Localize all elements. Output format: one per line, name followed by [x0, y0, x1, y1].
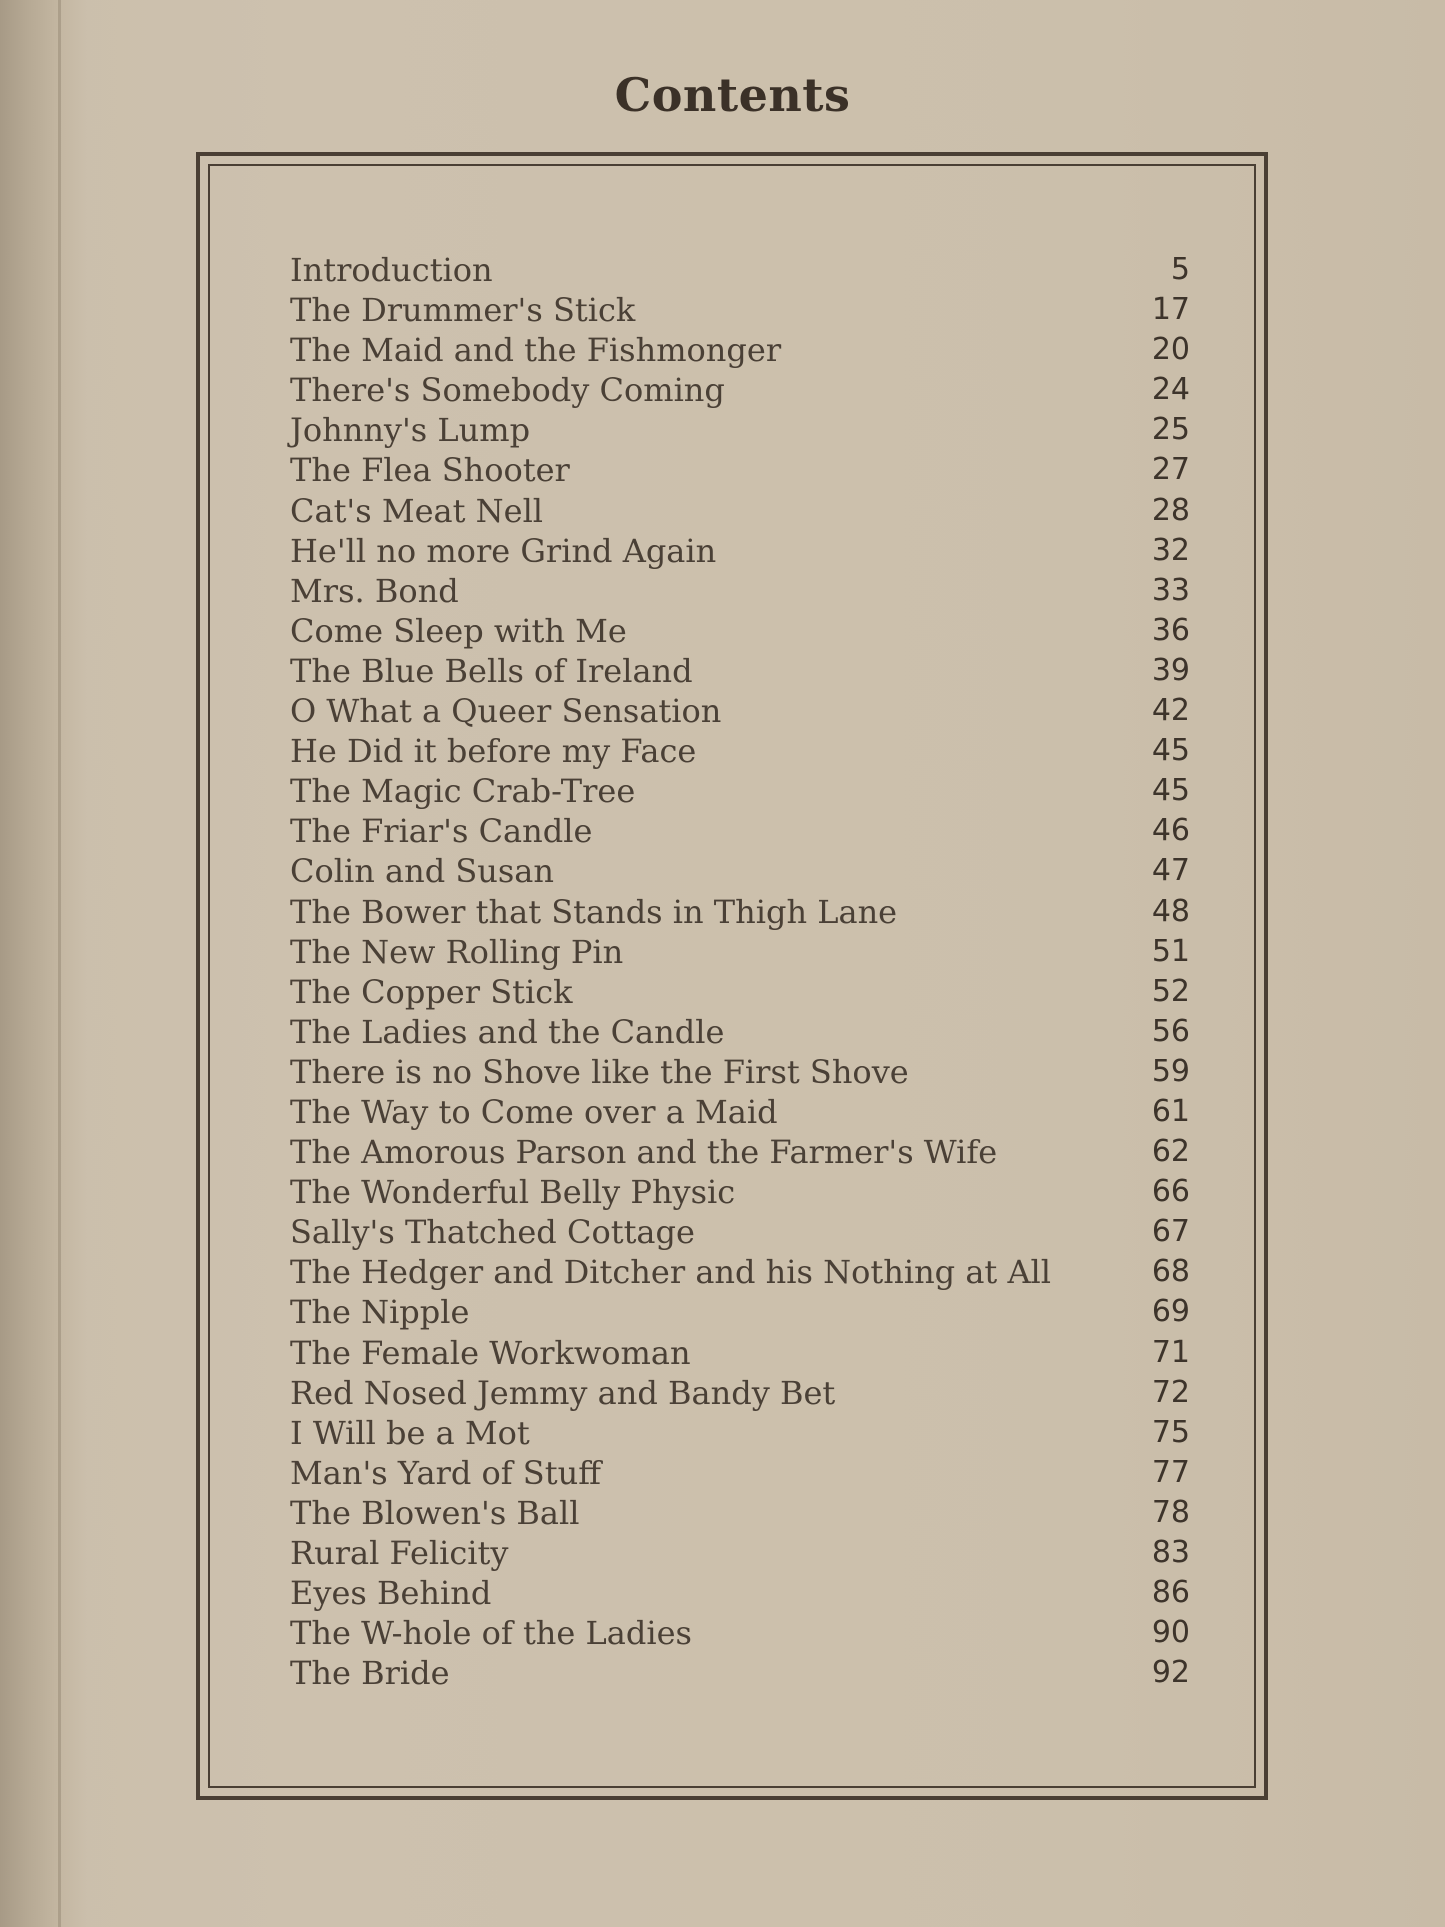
toc-entry-title: Eyes Behind	[290, 1574, 492, 1613]
toc-entry-title: Cat's Meat Nell	[290, 491, 544, 530]
page-gutter-shadow	[0, 0, 88, 1927]
toc-entry-page-number: 51	[1151, 933, 1190, 969]
toc-entry-title: Come Sleep with Me	[290, 611, 627, 650]
toc-entry-title: The Maid and the Fishmonger	[290, 331, 782, 370]
toc-entry-page-number: 66	[1151, 1174, 1190, 1210]
toc-entry-title: The Blowen's Ball	[290, 1493, 580, 1532]
toc-entry	[290, 1252, 1190, 1292]
toc-entry-title: He Did it before my Face	[290, 732, 697, 771]
toc-entry	[290, 450, 1190, 490]
toc-entry-title: There's Somebody Coming	[290, 371, 725, 410]
toc-entry	[290, 250, 1190, 290]
toc-entry-page-number: 56	[1151, 1013, 1190, 1049]
toc-entry	[290, 1493, 1190, 1533]
toc-entry-page-number: 75	[1151, 1414, 1190, 1450]
toc-entry	[290, 1292, 1190, 1332]
toc-entry	[290, 932, 1190, 972]
toc-entry-title: Man's Yard of Stuff	[290, 1453, 601, 1492]
toc-entry-title: The Amorous Parson and the Farmer's Wife	[290, 1133, 998, 1172]
toc-entry	[290, 1132, 1190, 1172]
toc-entry-page-number: 47	[1151, 853, 1190, 889]
toc-entry	[290, 410, 1190, 450]
toc-entry	[290, 1052, 1190, 1092]
toc-entry	[290, 1333, 1190, 1373]
toc-entry	[290, 691, 1190, 731]
toc-entry	[290, 611, 1190, 651]
toc-entry-title: The Friar's Candle	[290, 812, 593, 851]
toc-entry-page-number: 17	[1151, 292, 1190, 328]
toc-entry	[290, 1092, 1190, 1132]
toc-entry	[290, 1212, 1190, 1252]
toc-entry-page-number: 24	[1151, 372, 1190, 408]
toc-entry-title: The Ladies and the Candle	[290, 1012, 725, 1051]
toc-entry-title: The Blue Bells of Ireland	[290, 651, 693, 690]
toc-entry	[290, 851, 1190, 891]
toc-entry	[290, 811, 1190, 851]
toc-entry	[290, 1613, 1190, 1653]
toc-entry-page-number: 52	[1151, 973, 1190, 1009]
toc-entry-title: The Way to Come over a Maid	[290, 1092, 778, 1131]
toc-entry-title: There is no Shove like the First Shove	[290, 1052, 909, 1091]
toc-entry-title: The W-hole of the Ladies	[290, 1614, 692, 1653]
toc-entry	[290, 531, 1190, 571]
toc-entry-page-number: 78	[1151, 1494, 1190, 1530]
toc-entry-page-number: 45	[1151, 773, 1190, 809]
toc-entry-title: Sally's Thatched Cottage	[290, 1213, 695, 1252]
toc-entry-page-number: 25	[1151, 412, 1190, 448]
binding-edge	[58, 0, 61, 1927]
toc-entry	[290, 571, 1190, 611]
toc-entry-page-number: 46	[1151, 813, 1190, 849]
page-title: Contents	[614, 68, 851, 122]
toc-entry-page-number: 33	[1151, 572, 1190, 608]
toc-entry	[290, 731, 1190, 771]
toc-entry-page-number: 59	[1151, 1053, 1190, 1089]
toc-entry-page-number: 90	[1151, 1615, 1190, 1651]
toc-entry-page-number: 48	[1151, 893, 1190, 929]
toc-entry-title: The Bower that Stands in Thigh Lane	[290, 892, 898, 931]
toc-entry	[290, 972, 1190, 1012]
toc-entry-title: The Hedger and Ditcher and his Nothing at All	[290, 1253, 1052, 1292]
toc-entry-page-number: 71	[1151, 1334, 1190, 1370]
toc-entry	[290, 1533, 1190, 1573]
toc-entry-title: I Will be a Mot	[290, 1413, 530, 1452]
toc-entry	[290, 491, 1190, 531]
toc-entry-page-number: 36	[1151, 612, 1190, 648]
toc-entry-title: The Female Workwoman	[290, 1333, 691, 1372]
toc-entry-title: The Flea Shooter	[290, 451, 570, 490]
toc-entry-page-number: 67	[1151, 1214, 1190, 1250]
toc-entry-page-number: 77	[1151, 1454, 1190, 1490]
toc-entry-page-number: 86	[1151, 1575, 1190, 1611]
table-of-contents	[290, 250, 1190, 1693]
toc-entry-page-number: 61	[1151, 1093, 1190, 1129]
toc-entry	[290, 771, 1190, 811]
toc-entry-title: The Nipple	[290, 1293, 470, 1332]
toc-entry-page-number: 5	[1170, 252, 1190, 287]
toc-entry	[290, 892, 1190, 932]
toc-entry-title: The New Rolling Pin	[290, 932, 624, 971]
toc-entry-title: Rural Felicity	[290, 1534, 509, 1572]
toc-entry-title: The Wonderful Belly Physic	[290, 1173, 736, 1212]
toc-entry-page-number: 62	[1151, 1134, 1190, 1170]
toc-entry-title: The Copper Stick	[290, 972, 573, 1011]
toc-entry-title: O What a Queer Sensation	[290, 692, 722, 731]
toc-entry-title: The Magic Crab-Tree	[290, 772, 636, 811]
toc-entry-title: Colin and Susan	[290, 852, 554, 891]
toc-entry-title: The Drummer's Stick	[290, 291, 636, 330]
toc-entry	[290, 1012, 1190, 1052]
toc-entry-page-number: 92	[1151, 1655, 1190, 1691]
toc-entry-title: Mrs. Bond	[290, 571, 459, 610]
toc-entry-page-number: 83	[1151, 1535, 1190, 1570]
toc-entry	[290, 1653, 1190, 1693]
toc-entry-page-number: 69	[1151, 1294, 1190, 1330]
toc-entry	[290, 1413, 1190, 1453]
toc-entry-title: The Bride	[290, 1654, 450, 1693]
toc-entry-page-number: 45	[1151, 733, 1190, 769]
toc-entry	[290, 370, 1190, 410]
toc-entry-page-number: 42	[1151, 693, 1190, 729]
toc-entry-title: He'll no more Grind Again	[290, 531, 717, 570]
toc-entry-page-number: 32	[1151, 532, 1190, 568]
toc-entry	[290, 1172, 1190, 1212]
toc-entry-title: Introduction	[290, 251, 493, 289]
toc-entry-title: Red Nosed Jemmy and Bandy Bet	[290, 1373, 836, 1412]
toc-entry	[290, 1573, 1190, 1613]
toc-entry	[290, 651, 1190, 691]
toc-entry-page-number: 68	[1151, 1254, 1190, 1290]
toc-entry-page-number: 39	[1151, 652, 1190, 688]
toc-entry-title: Johnny's Lump	[290, 411, 531, 450]
toc-entry	[290, 290, 1190, 330]
toc-entry	[290, 330, 1190, 370]
toc-entry-page-number: 72	[1151, 1374, 1190, 1410]
toc-entry-page-number: 28	[1151, 492, 1190, 528]
toc-entry-page-number: 20	[1151, 332, 1190, 368]
toc-entry-page-number: 27	[1151, 452, 1190, 488]
toc-entry	[290, 1453, 1190, 1493]
toc-entry	[290, 1373, 1190, 1413]
